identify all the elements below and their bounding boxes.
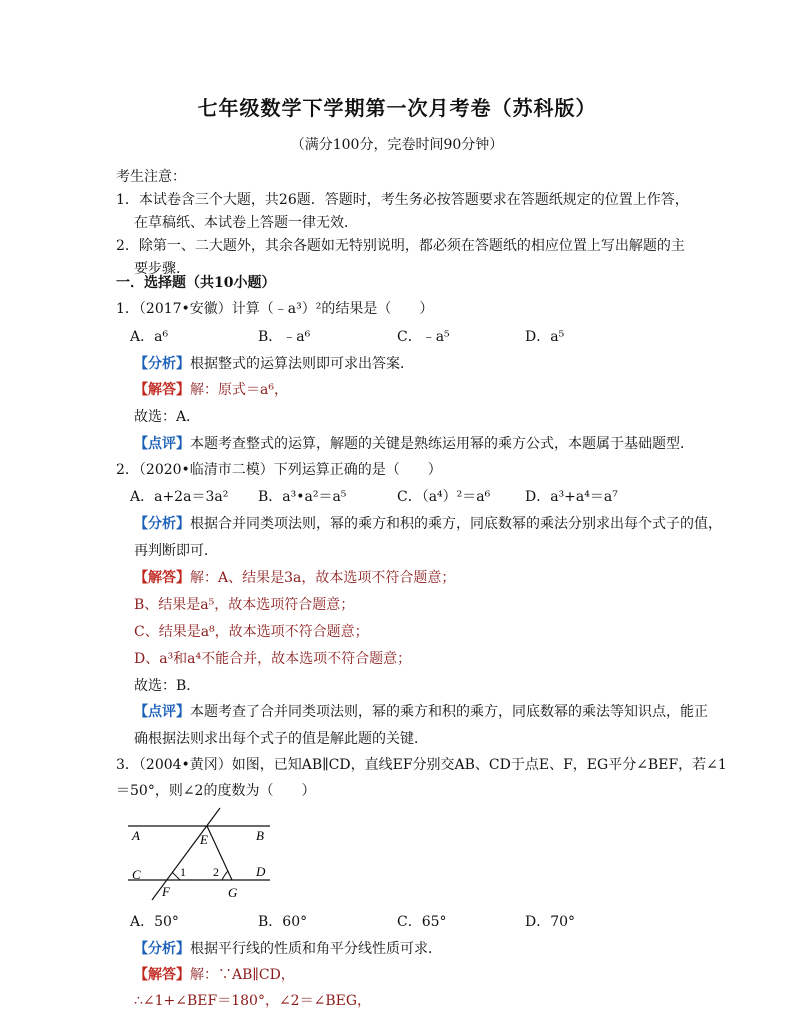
q3-option-a: A．50°	[130, 914, 179, 930]
page-title: 七年级数学下学期第一次月考卷（苏科版）	[197, 96, 597, 120]
q2-comment-line-1	[134, 701, 708, 721]
q2-answer-line-4: D、a³和a⁴不能合并，故本选项不符合题意；	[134, 651, 412, 667]
comment-tag: 【点评】	[134, 704, 190, 720]
answer-text: 解：A、结果是3a，故本选项不符合题意；	[190, 570, 456, 586]
comment-text: 本题考查了合并同类项法则，幂的乘方和积的乘方，同底数幂的乘法等知识点，能正	[190, 704, 708, 720]
q2-stem: 2．（2020•临清市二模）下列运算正确的是（ ）	[116, 462, 442, 478]
q2-answer-line-2: B、结果是a⁵，故本选项符合题意；	[134, 597, 355, 613]
angle-1-arc	[172, 872, 180, 880]
analysis-tag: 【分析】	[134, 941, 190, 957]
label-c: C	[132, 867, 141, 882]
q2-option-b: B．a³•a²＝a⁵	[258, 489, 347, 505]
q1-comment	[134, 433, 694, 453]
notice-item-1-line-1: 1．本试卷含三个大题，共26题．答题时，考生务必按答题要求在答题纸规定的位置上作答，	[116, 192, 689, 208]
q3-stem-line-1: 3．（2004•黄冈）如图，已知AB∥CD，直线EF分别交AB、CD于点E、F，EG平分∠BEF，若∠1	[116, 757, 727, 773]
q3-analysis	[134, 938, 442, 958]
q2-option-a: A．a+2a＝3a²	[130, 489, 229, 505]
label-g: G	[228, 885, 238, 900]
q1-option-d: D．a⁵	[525, 329, 565, 345]
q1-option-c: C．﹣a⁵	[397, 329, 450, 345]
q3-geometry-figure	[128, 804, 278, 904]
label-a: A	[132, 828, 140, 843]
q1-option-b: B．﹣a⁶	[258, 329, 311, 345]
angle-2-arc	[222, 871, 228, 880]
q2-answer-line-1	[134, 567, 455, 587]
comment-text: 本题考查整式的运算，解题的关键是熟练运用幂的乘方公式，本题属于基础题型．	[190, 436, 694, 452]
notice-item-2-line-1: 2．除第一、二大题外，其余各题如无特别说明，都必须在答题纸的相应位置上写出解题的主	[116, 238, 685, 254]
label-angle-1: 1	[180, 865, 186, 879]
q2-choice: 故选：B．	[134, 678, 201, 694]
notice-item-2-line-2: 要步骤．	[134, 261, 190, 277]
page-subtitle: （满分100分，完卷时间90分钟）	[290, 137, 504, 153]
section-heading: 一．选择题（共10小题）	[116, 275, 276, 291]
q2-comment-line-2: 确根据法则求出每个式子的值是解此题的关键．	[134, 731, 428, 747]
analysis-text: 根据平行线的性质和角平分线性质可求．	[190, 941, 442, 957]
q1-analysis	[134, 353, 414, 373]
analysis-text: 根据整式的运算法则即可求出答案．	[190, 356, 414, 372]
q3-option-b: B．60°	[258, 914, 308, 930]
q1-option-a: A．a⁶	[130, 329, 169, 345]
label-b: B	[256, 828, 264, 843]
q3-option-d: D．70°	[525, 914, 576, 930]
label-e: E	[200, 832, 208, 847]
label-d: D	[256, 864, 266, 879]
q3-option-c: C．65°	[397, 914, 447, 930]
line-eg	[207, 826, 232, 880]
notice-heading: 考生注意：	[116, 169, 186, 185]
q3-stem-line-2: ＝50°，则∠2的度数为（ ）	[116, 783, 316, 799]
q2-analysis-line-2: 再判断即可．	[134, 543, 218, 559]
notice-item-1-line-2: 在草稿纸、本试卷上答题一律无效．	[134, 215, 358, 231]
answer-tag: 【解答】	[134, 967, 190, 983]
q2-option-d: D．a³+a⁴＝a⁷	[525, 489, 618, 505]
answer-tag: 【解答】	[134, 570, 190, 586]
label-angle-2: 2	[213, 865, 219, 879]
q2-analysis-line-1	[134, 513, 722, 533]
answer-tag: 【解答】	[134, 382, 190, 398]
analysis-tag: 【分析】	[134, 516, 190, 532]
analysis-text: 根据合并同类项法则，幂的乘方和积的乘方，同底数幂的乘法分别求出每个式子的值，	[190, 516, 722, 532]
q1-stem: 1．（2017•安徽）计算（﹣a³）²的结果是（ ）	[116, 301, 434, 317]
answer-text: 解：原式＝a⁶，	[190, 382, 288, 398]
analysis-tag: 【分析】	[134, 356, 190, 372]
q3-answer-line-1	[134, 964, 295, 984]
comment-tag: 【点评】	[134, 436, 190, 452]
q2-answer-line-3: C、结果是a⁸，故本选项不符合题意；	[134, 624, 369, 640]
q3-answer-line-2: ∴∠1+∠BEF＝180°，∠2＝∠BEG，	[134, 993, 372, 1009]
answer-text: 解：∵AB∥CD，	[190, 967, 295, 983]
q1-choice: 故选：A．	[134, 409, 201, 425]
q2-option-c: C．（a⁴）²＝a⁶	[397, 489, 491, 505]
q1-answer	[134, 379, 288, 399]
label-f: F	[162, 884, 170, 899]
